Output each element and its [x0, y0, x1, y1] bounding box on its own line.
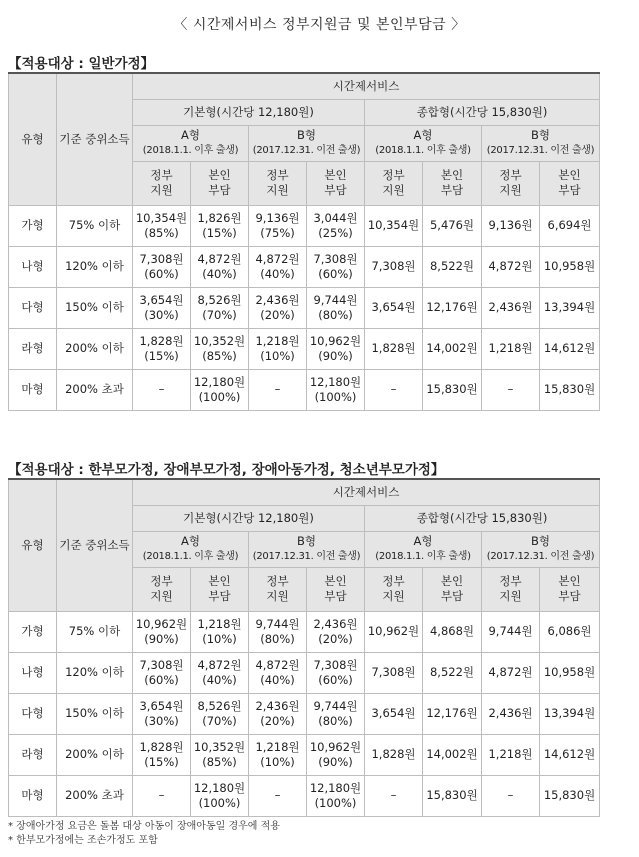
- amount-value: 4,872원: [197, 657, 242, 672]
- amount-cell: [133, 369, 191, 410]
- amount-percent: (10%): [260, 754, 295, 769]
- table-row: [9, 369, 600, 410]
- amount-value: 2,436원: [488, 300, 533, 314]
- amount-cell: [191, 328, 249, 369]
- row-type: 나형: [9, 652, 57, 693]
- amount-value: 1,218원: [197, 616, 242, 631]
- birth-type-name: B형: [297, 128, 316, 142]
- section-heading: 【적용대상 : 한부모가정, 장애부모가정, 장애아동가정, 청소년부모가정】: [8, 462, 445, 478]
- amount-value: 1,218원: [488, 341, 533, 355]
- amount-cell: [365, 246, 423, 287]
- amount-value: 10,958원: [543, 259, 596, 273]
- amount-cell: [249, 205, 307, 246]
- birth-type-name: A형: [181, 128, 200, 142]
- amount-percent: (10%): [202, 631, 237, 646]
- amount-cell: [540, 328, 600, 369]
- birth-type-range: (2018.1.1. 이후 출생): [142, 145, 239, 156]
- birth-type-header: [249, 531, 365, 567]
- birth-type-name: B형: [531, 534, 551, 548]
- amount-cell: [365, 205, 423, 246]
- amount-cell: [307, 205, 365, 246]
- amount-value: 10,354원: [135, 210, 188, 225]
- row-type: 다형: [9, 693, 57, 734]
- row-type: 마형: [9, 369, 57, 410]
- amount-percent: (100%): [314, 389, 357, 404]
- amount-percent: (90%): [144, 631, 179, 646]
- amount-value: 12,180원: [309, 374, 362, 389]
- table-row: [9, 246, 600, 287]
- amount-cell: [482, 287, 540, 328]
- amount-cell: [191, 246, 249, 287]
- amount-percent: (60%): [144, 266, 179, 281]
- service-header: 시간제서비스: [133, 73, 600, 99]
- plan-header: 종합형(시간당 15,830원): [365, 505, 600, 531]
- birth-type-header: [482, 125, 600, 161]
- amount-cell: [423, 287, 482, 328]
- amount-value: 1,828원: [371, 747, 416, 761]
- plan-header: 종합형(시간당 15,830원): [365, 99, 600, 125]
- split-header: 정부 지원: [482, 161, 540, 205]
- amount-cell: [365, 652, 423, 693]
- amount-cell: [307, 693, 365, 734]
- amount-value: 14,612원: [543, 747, 596, 761]
- amount-value: 8,522원: [429, 665, 475, 679]
- income-header: 기준 중위소득: [57, 73, 133, 205]
- amount-percent: (30%): [144, 307, 179, 322]
- table-row: [9, 734, 600, 775]
- amount-percent: (25%): [318, 225, 353, 240]
- amount-cell: [365, 287, 423, 328]
- split-header: 정부 지원: [365, 567, 423, 611]
- amount-cell: [133, 611, 191, 652]
- amount-percent: (100%): [314, 795, 357, 810]
- split-header: 본인 부담: [307, 161, 365, 205]
- row-income: 200% 이하: [57, 734, 133, 775]
- amount-cell: [307, 369, 365, 410]
- birth-type-range: (2018.1.1. 이후 출생): [375, 145, 471, 156]
- amount-value: 1,218원: [255, 333, 300, 348]
- amount-cell: [191, 287, 249, 328]
- fee-table-special: [8, 478, 600, 817]
- row-type: 가형: [9, 205, 57, 246]
- amount-value: 3,044원: [313, 210, 358, 225]
- amount-cell: [423, 693, 482, 734]
- birth-type-range: (2017.12.31. 이전 출생): [252, 551, 361, 562]
- table-row: [9, 693, 600, 734]
- birth-type-range: (2017.12.31. 이전 출생): [252, 145, 361, 156]
- table-row: [9, 205, 600, 246]
- plan-header: 기본형(시간당 12,180원): [133, 99, 365, 125]
- amount-value: 3,654원: [371, 706, 416, 720]
- amount-cell: [365, 611, 423, 652]
- split-header: 본인 부담: [540, 161, 600, 205]
- amount-percent: (60%): [144, 672, 179, 687]
- amount-cell: [249, 611, 307, 652]
- amount-value: 9,744원: [313, 698, 358, 713]
- amount-percent: (70%): [202, 307, 237, 322]
- birth-type-range: (2017.12.31. 이전 출생): [486, 551, 595, 562]
- amount-value: 12,176원: [426, 300, 478, 314]
- amount-cell: [540, 693, 600, 734]
- birth-type-header: [365, 531, 482, 567]
- amount-value: 7,308원: [313, 251, 358, 266]
- amount-percent: (85%): [202, 754, 237, 769]
- row-type: 마형: [9, 775, 57, 816]
- amount-value: 13,394원: [543, 300, 596, 314]
- row-type: 라형: [9, 328, 57, 369]
- amount-percent: (85%): [144, 225, 179, 240]
- amount-value: 15,830원: [543, 788, 596, 802]
- birth-type-name: A형: [413, 534, 433, 548]
- amount-cell: [423, 734, 482, 775]
- amount-value: 12,180원: [309, 780, 362, 795]
- amount-cell: [540, 369, 600, 410]
- birth-type-header: [482, 531, 600, 567]
- amount-cell: [540, 734, 600, 775]
- amount-percent: (85%): [202, 348, 237, 363]
- amount-cell: [423, 369, 482, 410]
- amount-value: 12,180원: [193, 780, 246, 795]
- split-header: 본인 부담: [423, 161, 482, 205]
- row-income: 75% 이하: [57, 205, 133, 246]
- split-header: 정부 지원: [133, 567, 191, 611]
- row-income: 75% 이하: [57, 611, 133, 652]
- amount-percent: (60%): [318, 672, 353, 687]
- amount-value: 7,308원: [139, 657, 184, 672]
- amount-percent: (75%): [260, 225, 295, 240]
- amount-cell: [307, 287, 365, 328]
- row-income: 200% 이하: [57, 328, 133, 369]
- amount-cell: [540, 775, 600, 816]
- row-income: 150% 이하: [57, 693, 133, 734]
- amount-value: 9,744원: [488, 624, 533, 638]
- birth-type-header: [249, 125, 365, 161]
- amount-value: 10,962원: [367, 624, 420, 638]
- amount-percent: (15%): [144, 348, 179, 363]
- amount-cell: [482, 246, 540, 287]
- amount-value: –: [274, 788, 281, 802]
- amount-value: 15,830원: [543, 382, 596, 396]
- type-header: 유형: [9, 479, 57, 611]
- row-type: 다형: [9, 287, 57, 328]
- amount-value: 8,526원: [197, 292, 242, 307]
- split-header: 본인 부담: [191, 567, 249, 611]
- amount-percent: (20%): [260, 307, 295, 322]
- amount-value: 10,352원: [193, 333, 246, 348]
- amount-value: 3,654원: [371, 300, 416, 314]
- amount-cell: [365, 775, 423, 816]
- amount-value: 10,352원: [193, 739, 246, 754]
- amount-cell: [307, 611, 365, 652]
- amount-cell: [133, 693, 191, 734]
- table-row: [9, 611, 600, 652]
- amount-percent: (20%): [318, 631, 353, 646]
- amount-value: 1,828원: [139, 739, 184, 754]
- service-header: 시간제서비스: [133, 479, 600, 505]
- amount-cell: [482, 734, 540, 775]
- amount-cell: [249, 328, 307, 369]
- amount-cell: [482, 611, 540, 652]
- amount-percent: (80%): [318, 713, 353, 728]
- amount-percent: (20%): [260, 713, 295, 728]
- table-row: [9, 287, 600, 328]
- amount-cell: [423, 652, 482, 693]
- amount-cell: [249, 287, 307, 328]
- type-header: 유형: [9, 73, 57, 205]
- amount-value: 6,694원: [547, 218, 592, 232]
- split-header: 본인 부담: [191, 161, 249, 205]
- birth-type-name: B형: [531, 128, 551, 142]
- amount-value: 12,176원: [426, 706, 478, 720]
- amount-percent: (100%): [198, 795, 241, 810]
- amount-percent: (15%): [144, 754, 179, 769]
- amount-cell: [482, 775, 540, 816]
- amount-percent: (15%): [202, 225, 237, 240]
- amount-cell: [191, 611, 249, 652]
- amount-value: 7,308원: [371, 259, 416, 273]
- amount-percent: (30%): [144, 713, 179, 728]
- amount-cell: [423, 246, 482, 287]
- row-income: 200% 초과: [57, 369, 133, 410]
- amount-percent: (80%): [260, 631, 295, 646]
- amount-cell: [365, 328, 423, 369]
- amount-value: 14,612원: [543, 341, 596, 355]
- amount-value: 3,654원: [139, 698, 184, 713]
- section-heading: 【적용대상 : 일반가정】: [8, 56, 155, 72]
- amount-value: 7,308원: [139, 251, 184, 266]
- amount-value: 14,002원: [426, 747, 478, 761]
- amount-percent: (90%): [318, 348, 353, 363]
- amount-cell: [423, 611, 482, 652]
- amount-cell: [133, 287, 191, 328]
- amount-value: 9,744원: [313, 292, 358, 307]
- footnotes: [8, 820, 280, 848]
- amount-value: 1,218원: [255, 739, 300, 754]
- amount-cell: [482, 205, 540, 246]
- page-title: 〈 시간제서비스 정부지원금 및 본인부담금 〉: [173, 17, 466, 33]
- amount-value: 2,436원: [255, 292, 300, 307]
- amount-value: 9,136원: [255, 210, 300, 225]
- split-header: 정부 지원: [133, 161, 191, 205]
- amount-cell: [191, 205, 249, 246]
- amount-percent: (10%): [260, 348, 295, 363]
- amount-cell: [482, 328, 540, 369]
- amount-cell: [133, 205, 191, 246]
- amount-cell: [133, 328, 191, 369]
- amount-value: 14,002원: [426, 341, 478, 355]
- amount-cell: [307, 775, 365, 816]
- amount-value: 1,828원: [139, 333, 184, 348]
- amount-percent: (60%): [318, 266, 353, 281]
- amount-cell: [249, 693, 307, 734]
- amount-value: 2,436원: [255, 698, 300, 713]
- amount-cell: [133, 734, 191, 775]
- split-header: 정부 지원: [482, 567, 540, 611]
- amount-value: –: [158, 382, 165, 396]
- row-type: 라형: [9, 734, 57, 775]
- amount-value: 4,872원: [488, 259, 533, 273]
- birth-type-header: [365, 125, 482, 161]
- amount-value: 7,308원: [313, 657, 358, 672]
- amount-value: –: [507, 382, 514, 396]
- amount-value: –: [274, 382, 281, 396]
- amount-cell: [249, 775, 307, 816]
- amount-percent: (70%): [202, 713, 237, 728]
- amount-value: 10,962원: [135, 616, 188, 631]
- row-type: 나형: [9, 246, 57, 287]
- amount-value: –: [158, 788, 165, 802]
- split-header: 정부 지원: [249, 161, 307, 205]
- amount-cell: [307, 328, 365, 369]
- amount-cell: [540, 205, 600, 246]
- amount-value: 10,958원: [543, 665, 596, 679]
- footnote: * 장애아가정 요금은 돌봄 대상 아동이 장애아동일 경우에 적용: [8, 821, 280, 832]
- birth-type-name: A형: [413, 128, 433, 142]
- birth-type-range: (2017.12.31. 이전 출생): [486, 145, 595, 156]
- row-income: 150% 이하: [57, 287, 133, 328]
- amount-cell: [423, 328, 482, 369]
- amount-value: 3,654원: [139, 292, 184, 307]
- amount-cell: [191, 693, 249, 734]
- birth-type-name: B형: [297, 534, 316, 548]
- birth-type-range: (2018.1.1. 이후 출생): [375, 551, 471, 562]
- birth-type-range: (2018.1.1. 이후 출생): [142, 551, 239, 562]
- amount-cell: [540, 611, 600, 652]
- amount-value: 4,872원: [197, 251, 242, 266]
- row-income: 120% 이하: [57, 652, 133, 693]
- amount-value: 1,218원: [488, 747, 533, 761]
- amount-cell: [482, 693, 540, 734]
- amount-value: –: [390, 382, 397, 396]
- amount-value: 6,086원: [547, 624, 592, 638]
- birth-type-header: [133, 531, 249, 567]
- amount-cell: [191, 734, 249, 775]
- amount-value: –: [390, 788, 397, 802]
- split-header: 정부 지원: [365, 161, 423, 205]
- amount-cell: [307, 246, 365, 287]
- amount-cell: [540, 652, 600, 693]
- split-header: 본인 부담: [540, 567, 600, 611]
- amount-value: 5,476원: [429, 218, 475, 232]
- fee-table-general: [8, 72, 600, 411]
- amount-cell: [365, 369, 423, 410]
- amount-cell: [249, 652, 307, 693]
- amount-percent: (80%): [318, 307, 353, 322]
- table-row: [9, 775, 600, 816]
- income-header: 기준 중위소득: [57, 479, 133, 611]
- amount-cell: [482, 369, 540, 410]
- birth-type-header: [133, 125, 249, 161]
- amount-cell: [133, 652, 191, 693]
- amount-value: 4,868원: [429, 624, 475, 638]
- footnote: * 한부모가정에는 조손가정도 포함: [8, 835, 158, 846]
- row-type: 가형: [9, 611, 57, 652]
- amount-value: 1,828원: [371, 341, 416, 355]
- amount-cell: [365, 734, 423, 775]
- amount-value: 10,354원: [367, 218, 420, 232]
- amount-cell: [191, 652, 249, 693]
- amount-value: 15,830원: [426, 382, 478, 396]
- amount-value: 12,180원: [193, 374, 246, 389]
- amount-value: 2,436원: [488, 706, 533, 720]
- amount-cell: [540, 246, 600, 287]
- amount-value: 10,962원: [309, 333, 362, 348]
- amount-cell: [540, 287, 600, 328]
- amount-value: 10,962원: [309, 739, 362, 754]
- amount-value: 9,136원: [488, 218, 533, 232]
- amount-percent: (40%): [202, 672, 237, 687]
- amount-value: 8,526원: [197, 698, 242, 713]
- amount-value: –: [507, 788, 514, 802]
- amount-cell: [423, 775, 482, 816]
- amount-cell: [423, 205, 482, 246]
- amount-percent: (90%): [318, 754, 353, 769]
- split-header: 본인 부담: [307, 567, 365, 611]
- amount-cell: [191, 775, 249, 816]
- amount-cell: [133, 775, 191, 816]
- amount-percent: (40%): [202, 266, 237, 281]
- table-row: [9, 652, 600, 693]
- birth-type-name: A형: [181, 534, 200, 548]
- row-income: 120% 이하: [57, 246, 133, 287]
- amount-cell: [307, 734, 365, 775]
- amount-cell: [249, 369, 307, 410]
- amount-value: 13,394원: [543, 706, 596, 720]
- amount-value: 15,830원: [426, 788, 478, 802]
- amount-value: 4,872원: [255, 657, 300, 672]
- amount-percent: (40%): [260, 266, 295, 281]
- amount-percent: (100%): [198, 389, 241, 404]
- amount-cell: [307, 652, 365, 693]
- row-income: 200% 초과: [57, 775, 133, 816]
- table-row: [9, 328, 600, 369]
- amount-value: 4,872원: [255, 251, 300, 266]
- amount-value: 4,872원: [488, 665, 533, 679]
- split-header: 정부 지원: [249, 567, 307, 611]
- amount-value: 7,308원: [371, 665, 416, 679]
- plan-header: 기본형(시간당 12,180원): [133, 505, 365, 531]
- amount-value: 2,436원: [313, 616, 358, 631]
- amount-cell: [249, 734, 307, 775]
- amount-cell: [191, 369, 249, 410]
- split-header: 본인 부담: [423, 567, 482, 611]
- amount-value: 8,522원: [429, 259, 475, 273]
- amount-percent: (40%): [260, 672, 295, 687]
- amount-value: 1,826원: [197, 210, 242, 225]
- amount-cell: [249, 246, 307, 287]
- amount-cell: [365, 693, 423, 734]
- amount-cell: [133, 246, 191, 287]
- amount-cell: [482, 652, 540, 693]
- amount-value: 9,744원: [255, 616, 300, 631]
